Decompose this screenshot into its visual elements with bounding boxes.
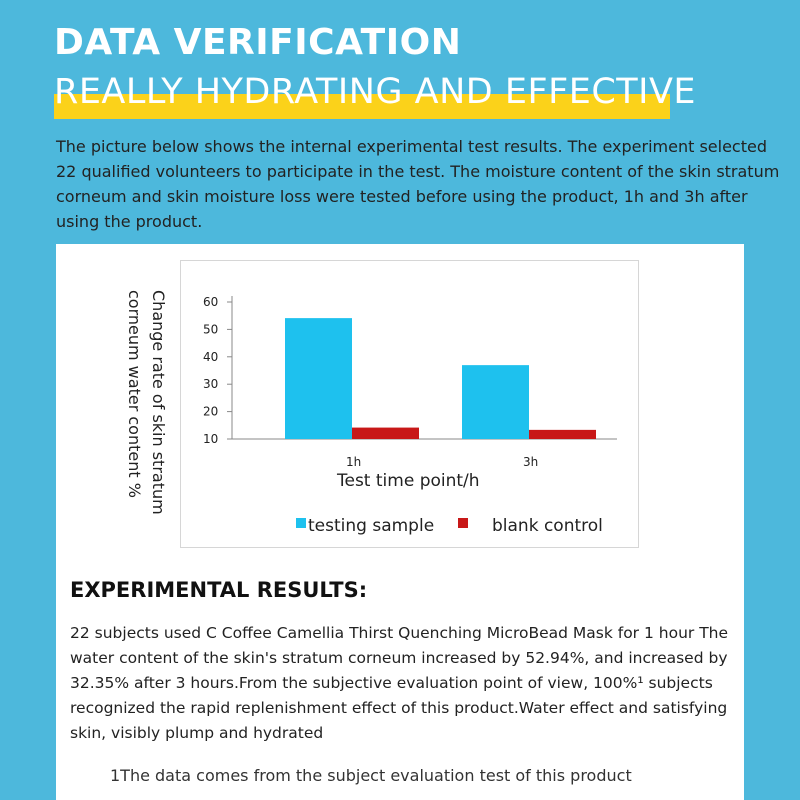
y-tick-label: 50: [203, 322, 219, 337]
bar-blank-control-1h: [352, 428, 419, 439]
x-tick-label: 3h: [523, 455, 539, 469]
bar-testing-sample-3h: [462, 365, 529, 439]
intro-paragraph: The picture below shows the internal experimental test results. The experiment selected 22 qualified volunteers to participate in the test. The moisture content of the skin stratum corneum and skin moisture loss were tested before using the product, 1h and 3h after using the product.: [56, 137, 780, 231]
legend-swatch-blank-control: [458, 518, 468, 528]
legend-label-testing-sample: testing sample: [308, 516, 435, 536]
bar-blank-control-3h: [529, 430, 596, 439]
x-tick-label: 1h: [346, 455, 362, 469]
legend-label-blank-control: blank control: [492, 516, 603, 536]
y-tick-label: 40: [203, 349, 219, 364]
y-tick-label: 30: [203, 377, 219, 392]
x-axis-label: Test time point/h: [337, 471, 480, 491]
y-axis-label: Change rate of skin stratum corneum water content %: [125, 290, 168, 515]
footnote: 1The data comes from the subject evaluation test of this product: [110, 766, 632, 785]
page-title: DATA VERIFICATION: [54, 22, 462, 63]
y-tick-label: 20: [203, 404, 219, 419]
page-subtitle: REALLY HYDRATING AND EFFECTIVE: [54, 72, 697, 112]
bar-testing-sample-1h: [285, 318, 352, 439]
y-tick-label: 10: [203, 432, 219, 446]
results-heading: EXPERIMENTAL RESULTS:: [70, 578, 368, 602]
legend-swatch-testing-sample: [296, 518, 306, 528]
results-paragraph: 22 subjects used C Coffee Camellia Thirst Quenching MicroBead Mask for 1 hour The water content of the skin's stratum corneum increased by 52.94%, and increased by 32.35% after 3 hours.From the subjective evaluation point of view, 100%¹ subjects recognized the rapid replenishment effect of this product.Water effect and satisfying skin, visibly plump and hydrated: [70, 624, 729, 742]
y-tick-label: 60: [203, 295, 219, 309]
